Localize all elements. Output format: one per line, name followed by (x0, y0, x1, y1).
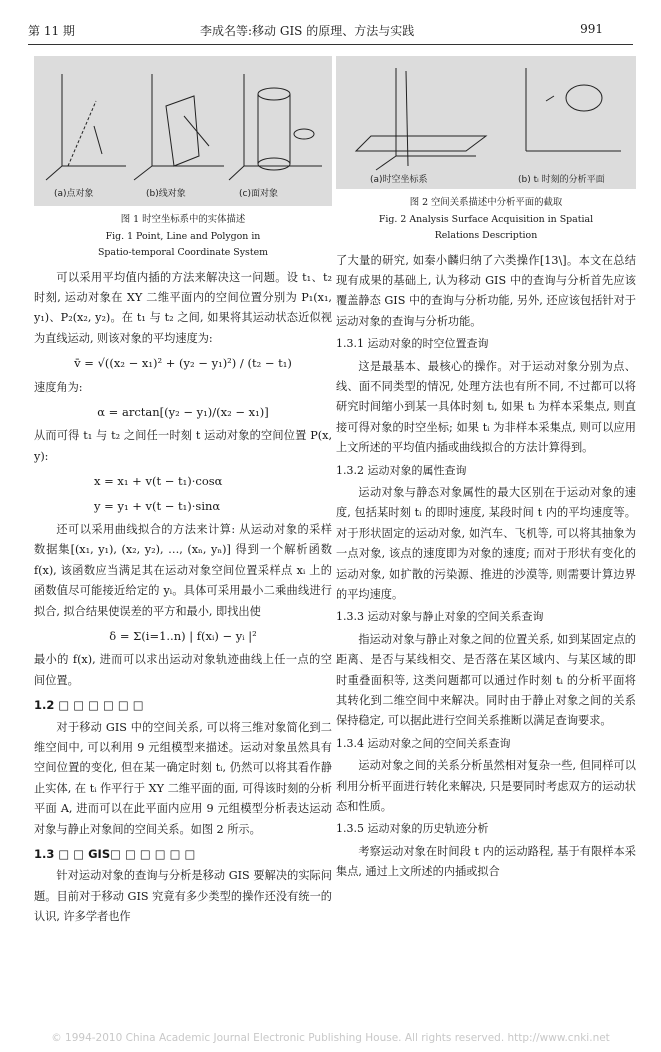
left-paragraph-7: 针对运动对象的查询与分析是移动 GIS 要解决的实际问题。目前对于移动 GIS 究竟有多少类型的操作还没有统一的认识, 许多学者也作 (34, 869, 332, 924)
equation-x: x = x₁ + v(t − t₁)·cosα (94, 474, 223, 489)
section-1-2-heading: 1.2 □ □ □ □ □ □ (34, 698, 144, 713)
running-header-title: 李成名等:移动 GIS 的原理、方法与实践 (200, 24, 415, 38)
section-1-3-4-heading: 1.3.4 运动对象之间的空间关系查询 (336, 736, 511, 750)
figure-1-drawing (34, 56, 332, 206)
equation-y: y = y₁ + v(t − t₁)·sinα (94, 498, 221, 513)
right-paragraph-2: 这是最基本、最核心的操作。对于运动对象分别为点、线、面不同类型的情况, 处理方法也有所不同, 不过都可以将研究时间缩小到某一具体时刻 tᵢ, 如果 tᵢ 为样本采集点, 则直接可得对象的时空坐标; 如果 tᵢ 为非样本采集点, 则可以应用上文所述的平均值内插或曲线拟合的方法计算得到。 (336, 359, 636, 455)
section-1-3-1-heading: 1.3.1 运动对象的时空位置查询 (336, 337, 489, 351)
running-header-issue: 第 11 期 (28, 24, 75, 38)
right-paragraph-1: 了大量的研究, 如秦小麟归纳了六类操作[13\]。本文在总结现有成果的基础上, 认为移动 GIS 中的查询与分析首先应该覆盖静态 GIS 中的查询与分析功能, 另外, 还应该包括针对于运动对象的查询与分析功能。 (336, 253, 636, 328)
section-1-3-5-heading: 1.3.5 运动对象的历史轨迹分析 (336, 822, 489, 836)
page-number: 991 (580, 22, 603, 36)
equation-velocity: v̄ = √((x₂ − x₁)² + (y₂ − y₁)²) / (t₂ − t₁) (74, 356, 292, 371)
figure-2 (336, 56, 636, 189)
fig2-caption-cn: 图 2 空间关系描述中分析平面的截取 (409, 197, 563, 208)
right-paragraph-6: 考察运动对象在时间段 t 内的运动路程, 基于有限样本采集点, 通过上文所述的内插或拟合 (336, 844, 636, 879)
section-1-3-3-heading: 1.3.3 运动对象与静止对象的空间关系查询 (336, 610, 544, 624)
fig1-sublabel-c: (c)面对象 (239, 189, 278, 199)
fig2-caption-en-1: Fig. 2 Analysis Surface Acquisition in Spatial (378, 213, 594, 225)
fig1-sublabel-b: (b)线对象 (146, 189, 186, 199)
fig1-sublabel-a: (a)点对象 (54, 189, 94, 199)
left-paragraph-6: 对于移动 GIS 中的空间关系, 可以将三维对象简化到二维空间中, 可以利用 9 元组模型来描述。运动对象虽然具有空间位置的变化, 但在某一确定时刻 tᵢ, 仍然可以将其看作静止实体, 在 tᵢ 作平行于 XY 二维平面的面, 可得该时刻的分析平面 A, 进而可以在此平面内应用 9 元组模型分析表达运动对象与静止对象间的空间关系。如图 2 所示。 (34, 720, 332, 836)
fig2-caption-en-2: Relations Description (434, 230, 538, 241)
header-rule (28, 44, 633, 45)
left-paragraph-4: 还可以采用曲线拟合的方法来计算: 从运动对象的采样数据集[(x₁, y₁), (x₂, y₂), …, (xₙ, yₙ)] 得到一个解析函数 f(x), 该函数应当满足其在运动对象空间位置采样点 xᵢ 上的函数值尽可能接近给定的 yᵢ。具体可采用最小二乘曲线进行拟合, 拟合结果使误差的平方和最小, 即找出使 (34, 522, 332, 618)
section-1-3-heading: 1.3 □ □ GIS□ □ □ □ □ □ (34, 847, 196, 862)
figure-2-caption (336, 195, 636, 245)
equation-angle: α = arctan[(y₂ − y₁)/(x₂ − x₁)] (97, 404, 269, 419)
fig2-sublabel-b: (b) tᵢ 时刻的分析平面 (518, 175, 605, 185)
section-1-3-2-heading: 1.3.2 运动对象的属性查询 (336, 463, 467, 477)
right-column (336, 56, 636, 883)
right-paragraph-3: 运动对象与静态对象属性的最大区别在于运动对象的速度, 包括某时刻 tᵢ 的即时速度, 某段时间 t 内的平均速度等。对于形状固定的运动对象, 如汽车、飞机等, 可以将其抽象为一点对象, 该点的速度即为对象的速度; 而对于形状有变化的运动对象, 如扩散的污染源、推进的沙漠等, 则需要计算边界的平均速度。 (336, 485, 636, 601)
fig1-caption-cn: 图 1 时空坐标系中的实体描述 (120, 214, 246, 225)
figure-1-caption (34, 212, 332, 262)
figure-2-drawing (336, 56, 636, 189)
figure-1 (34, 56, 332, 206)
left-column (34, 56, 332, 928)
left-paragraph-5: 最小的 f(x), 进而可以求出运动对象轨迹曲线上任一点的空间位置。 (34, 653, 332, 687)
fig1-caption-en-2: Spatio-temporal Coordinate System (97, 247, 269, 258)
left-paragraph-1: 可以采用平均值内插的方法来解决这一问题。设 t₁、t₂ 时刻, 运动对象在 XY 二维平面内的空间位置分别为 P₁(x₁, y₁)、P₂(x₂, y₂)。在 t₁ 与 t₂ 之间, 如果将其运动状态近似视为直线运动, 则该对象的平均速度为: (34, 270, 332, 345)
equation-delta: δ = Σ(i=1..n) | f(xᵢ) − yᵢ |² (109, 629, 257, 643)
fig1-caption-en-1: Fig. 1 Point, Line and Polygon in (105, 230, 261, 242)
fig2-sublabel-a: (a)时空坐标系 (370, 175, 428, 185)
left-paragraph-2: 速度角为: (34, 380, 83, 394)
left-paragraph-3: 从而可得 t₁ 与 t₂ 之间任一时刻 t 运动对象的空间位置 P(x, y): (34, 429, 332, 463)
copyright-footer: © 1994-2010 China Academic Journal Electronic Publishing House. All rights reserved. http://www.cnki.net (51, 1032, 610, 1044)
right-paragraph-5: 运动对象之间的关系分析虽然相对复杂一些, 但同样可以利用分析平面进行转化来解决, 只是要同时考虑双方的运动状态和性质。 (336, 759, 636, 814)
right-paragraph-4: 指运动对象与静止对象之间的位置关系, 如到某固定点的距离、是否与某线相交、是否落在某区域内、与某区域的即时重叠面积等, 这类问题都可以通过作时刻 tᵢ 的分析平面将其转化到二维空间中来解决。同时由于静止对象之间的关系保持稳定, 可以据此进行空间关系推断以满足查询要求。 (336, 632, 636, 728)
